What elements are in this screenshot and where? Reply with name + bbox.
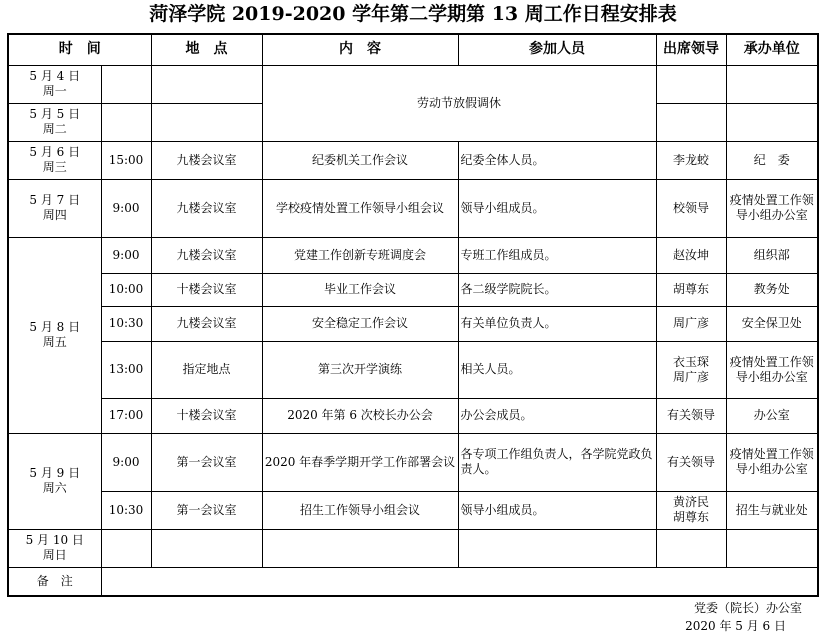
table-row: 5 月 8 日 周五 9:00 九楼会议室 党建工作创新专班调度会 专班工作组成员。 赵汝坤 组织部	[8, 237, 818, 273]
table-row	[8, 65, 818, 103]
header-row	[8, 34, 818, 65]
table-row: 17:00 十楼会议室 2020 年第 6 次校长办公会 办公会成员。 有关领导 办公室	[8, 398, 818, 433]
table-row: 10:30 第一会议室 招生工作领导小组会议 领导小组成员。 黄济民 胡尊东 招生与就业处	[8, 491, 818, 529]
date-cell: 5 月 5 日 周二	[8, 103, 101, 141]
header-organizer: 承办单位	[726, 34, 818, 65]
date-cell: 5 月 6 日 周三	[8, 141, 101, 179]
date-cell: 5 月 7 日 周四	[8, 179, 101, 237]
header-attendees: 参加人员	[458, 34, 656, 65]
table-row: 5 月 9 日 周六 9:00 第一会议室 2020 年春季学期开学工作部署会议 各专项工作组负责人，各学院党政负责人。 有关领导 疫情处置工作领导小组办公室	[8, 433, 818, 491]
date-cell: 5 月 10 日 周日	[8, 529, 101, 567]
header-leader: 出席领导	[656, 34, 726, 65]
schedule-table	[7, 33, 819, 597]
table-row: 13:00 指定地点 第三次开学演练 相关人员。 衣玉琛 周广彦 疫情处置工作领导小组办公室	[8, 341, 818, 398]
table-row	[8, 529, 818, 567]
remarks-content	[101, 567, 818, 596]
issuer-signature: 党委（院长）办公室	[693, 601, 802, 615]
page-title: 菏泽学院 2019-2020 学年第二学期第 13 周工作日程安排表	[149, 3, 677, 25]
table-row: 5 月 7 日 周四 9:00 九楼会议室 学校疫情处置工作领导小组会议 领导小组成员。 校领导 疫情处置工作领导小组办公室	[8, 179, 818, 237]
holiday-note: 劳动节放假调休	[262, 65, 656, 141]
header-time: 时 间	[8, 34, 151, 65]
date-cell: 5 月 8 日 周五	[8, 237, 101, 433]
issue-date: 2020 年 5 月 6 日	[685, 619, 786, 633]
table-row: 10:00 十楼会议室 毕业工作会议 各二级学院院长。 胡尊东 教务处	[8, 273, 818, 306]
remarks-row	[8, 567, 818, 596]
header-content: 内 容	[262, 34, 458, 65]
table-row: 10:30 九楼会议室 安全稳定工作会议 有关单位负责人。 周广彦 安全保卫处	[8, 306, 818, 341]
date-cell: 5 月 4 日 周一	[8, 65, 101, 103]
date-cell: 5 月 9 日 周六	[8, 433, 101, 529]
header-place: 地 点	[151, 34, 262, 65]
remarks-label: 备 注	[8, 567, 101, 596]
table-row: 5 月 6 日 周三 15:00 九楼会议室 纪委机关工作会议 纪委全体人员。 李龙蛟 纪 委	[8, 141, 818, 179]
